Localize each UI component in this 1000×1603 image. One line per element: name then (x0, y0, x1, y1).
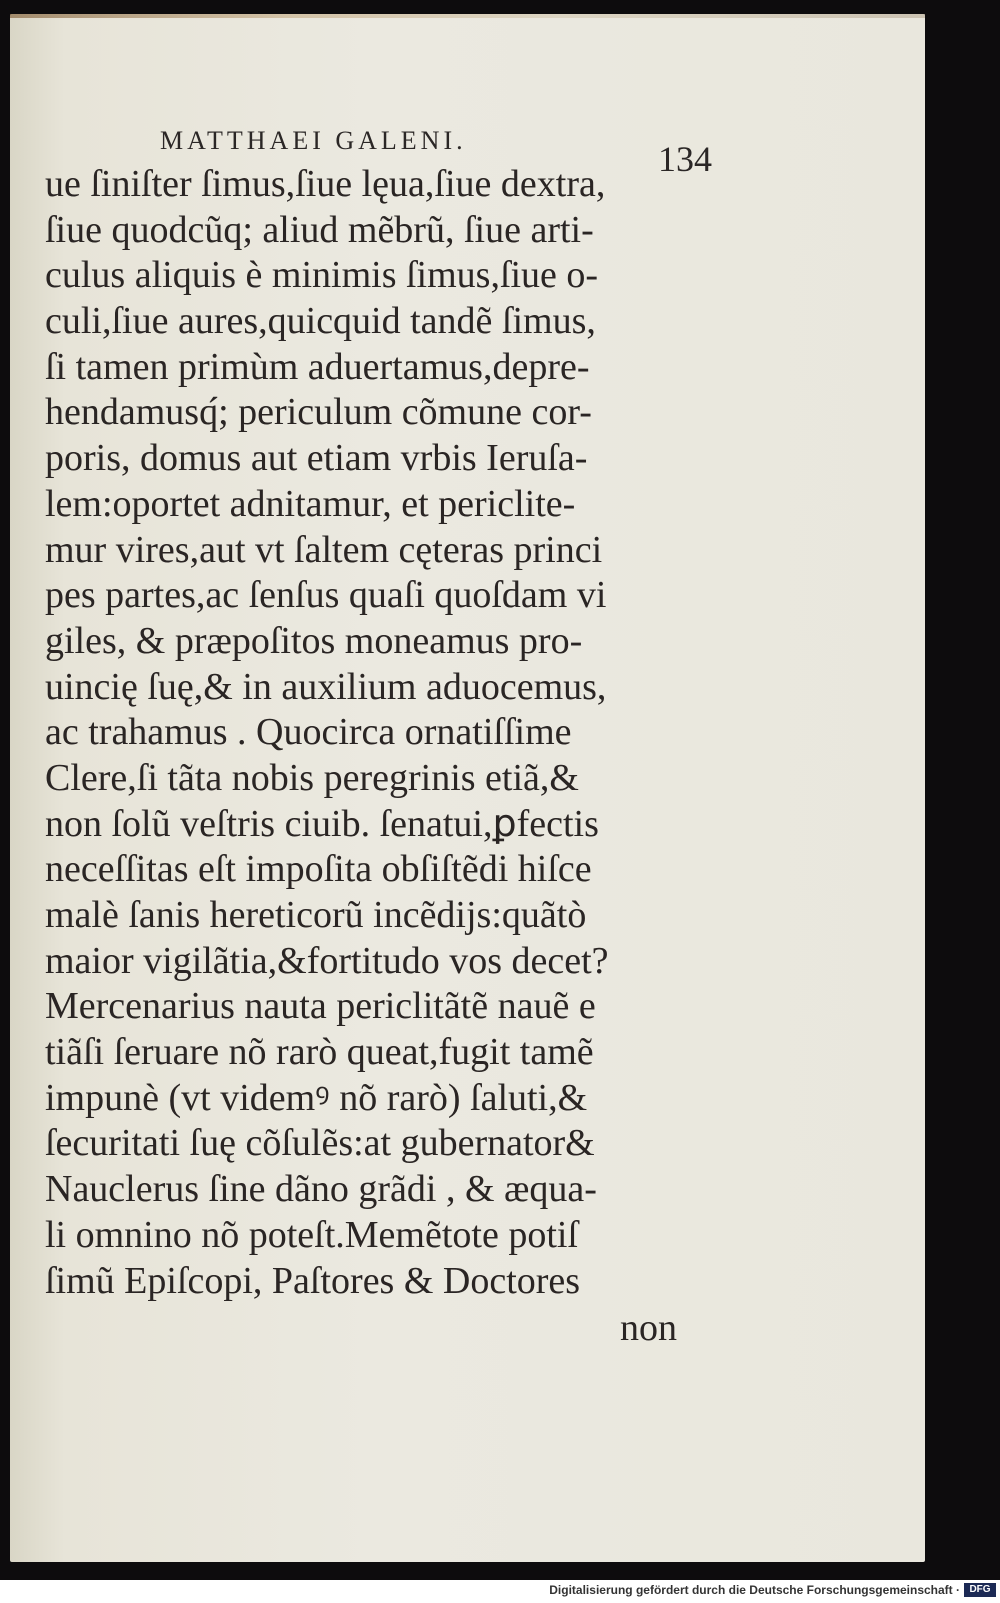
text-line: culi,ſiue aures,quicquid tandẽ ſimus, (45, 300, 596, 343)
text-line: hendamusq́; periculum cõmune cor- (45, 391, 592, 434)
body-text (45, 162, 715, 1304)
running-head: MATTHAEI GALENI. (160, 126, 467, 155)
text-line: pes partes,ac ſenſus quaſi quoſdam vi (45, 574, 607, 617)
funding-notice: Digitalisierung gefördert durch die Deutsche Forschungsgemeinschaft · (549, 1583, 960, 1597)
text-line: Nauclerus ſine dãno grãdi , & æqua- (45, 1168, 597, 1211)
text-line: Mercenarius nauta periclitãtẽ nauẽ e (45, 985, 596, 1028)
text-line: poris, domus aut etiam vrbis Ieruſa- (45, 437, 588, 480)
catchword: non (620, 1307, 677, 1349)
text-line: culus aliquis è minimis ſimus,ſiue o- (45, 254, 599, 297)
text-line: neceſſitas eſt impoſita obſiſtẽdi hiſce (45, 848, 592, 891)
text-line: impunè (vt videmꝰ nõ rarò) ſaluti,& (45, 1076, 588, 1119)
text-line: ſimũ Epiſcopi, Paſtores & Doctores (45, 1259, 581, 1302)
text-line: lem:oportet adnitamur, et periclite- (45, 482, 576, 525)
page-number: 134 (658, 139, 712, 179)
text-line: mur vires,aut vt ſaltem cęteras princi (45, 528, 603, 571)
text-line: uincię ſuę,& in auxilium aduocemus, (45, 665, 607, 708)
text-line: maior vigilãtia,&fortitudo vos decet? (45, 939, 609, 982)
text-line: tiãſi ſeruare nõ rarò queat,fugit tamẽ (45, 1031, 594, 1074)
text-line: giles, & præpoſitos moneamus pro- (45, 619, 583, 662)
text-line: ſecuritati ſuę cõſulẽs:at gubernator& (45, 1122, 595, 1165)
footer (0, 1580, 1000, 1603)
text-line: ue ſiniſter ſimus,ſiue lęua,ſiue dextra, (45, 163, 606, 205)
text-line: non ſolũ veſtris ciuib. ſenatui,ꝑfectis (45, 802, 599, 845)
book-page (10, 14, 925, 1562)
text-line: li omnino nõ poteſt.Memẽtote potiſ (45, 1213, 579, 1256)
text-line: ſiue quodcũq; aliud mẽbrũ, ſiue arti- (45, 208, 594, 251)
text-line: ſi tamen primùm aduertamus,depre- (45, 345, 590, 388)
dfg-logo: DFG (964, 1583, 996, 1597)
text-line: Clere,ſi tãta nobis peregrinis etiã,& (45, 756, 579, 799)
text-line: ac trahamus . Quocirca ornatiſſime (45, 711, 572, 754)
text-line: malè ſanis hereticorũ incẽdijs:quãtò (45, 894, 587, 936)
page-top-edge (10, 14, 925, 18)
